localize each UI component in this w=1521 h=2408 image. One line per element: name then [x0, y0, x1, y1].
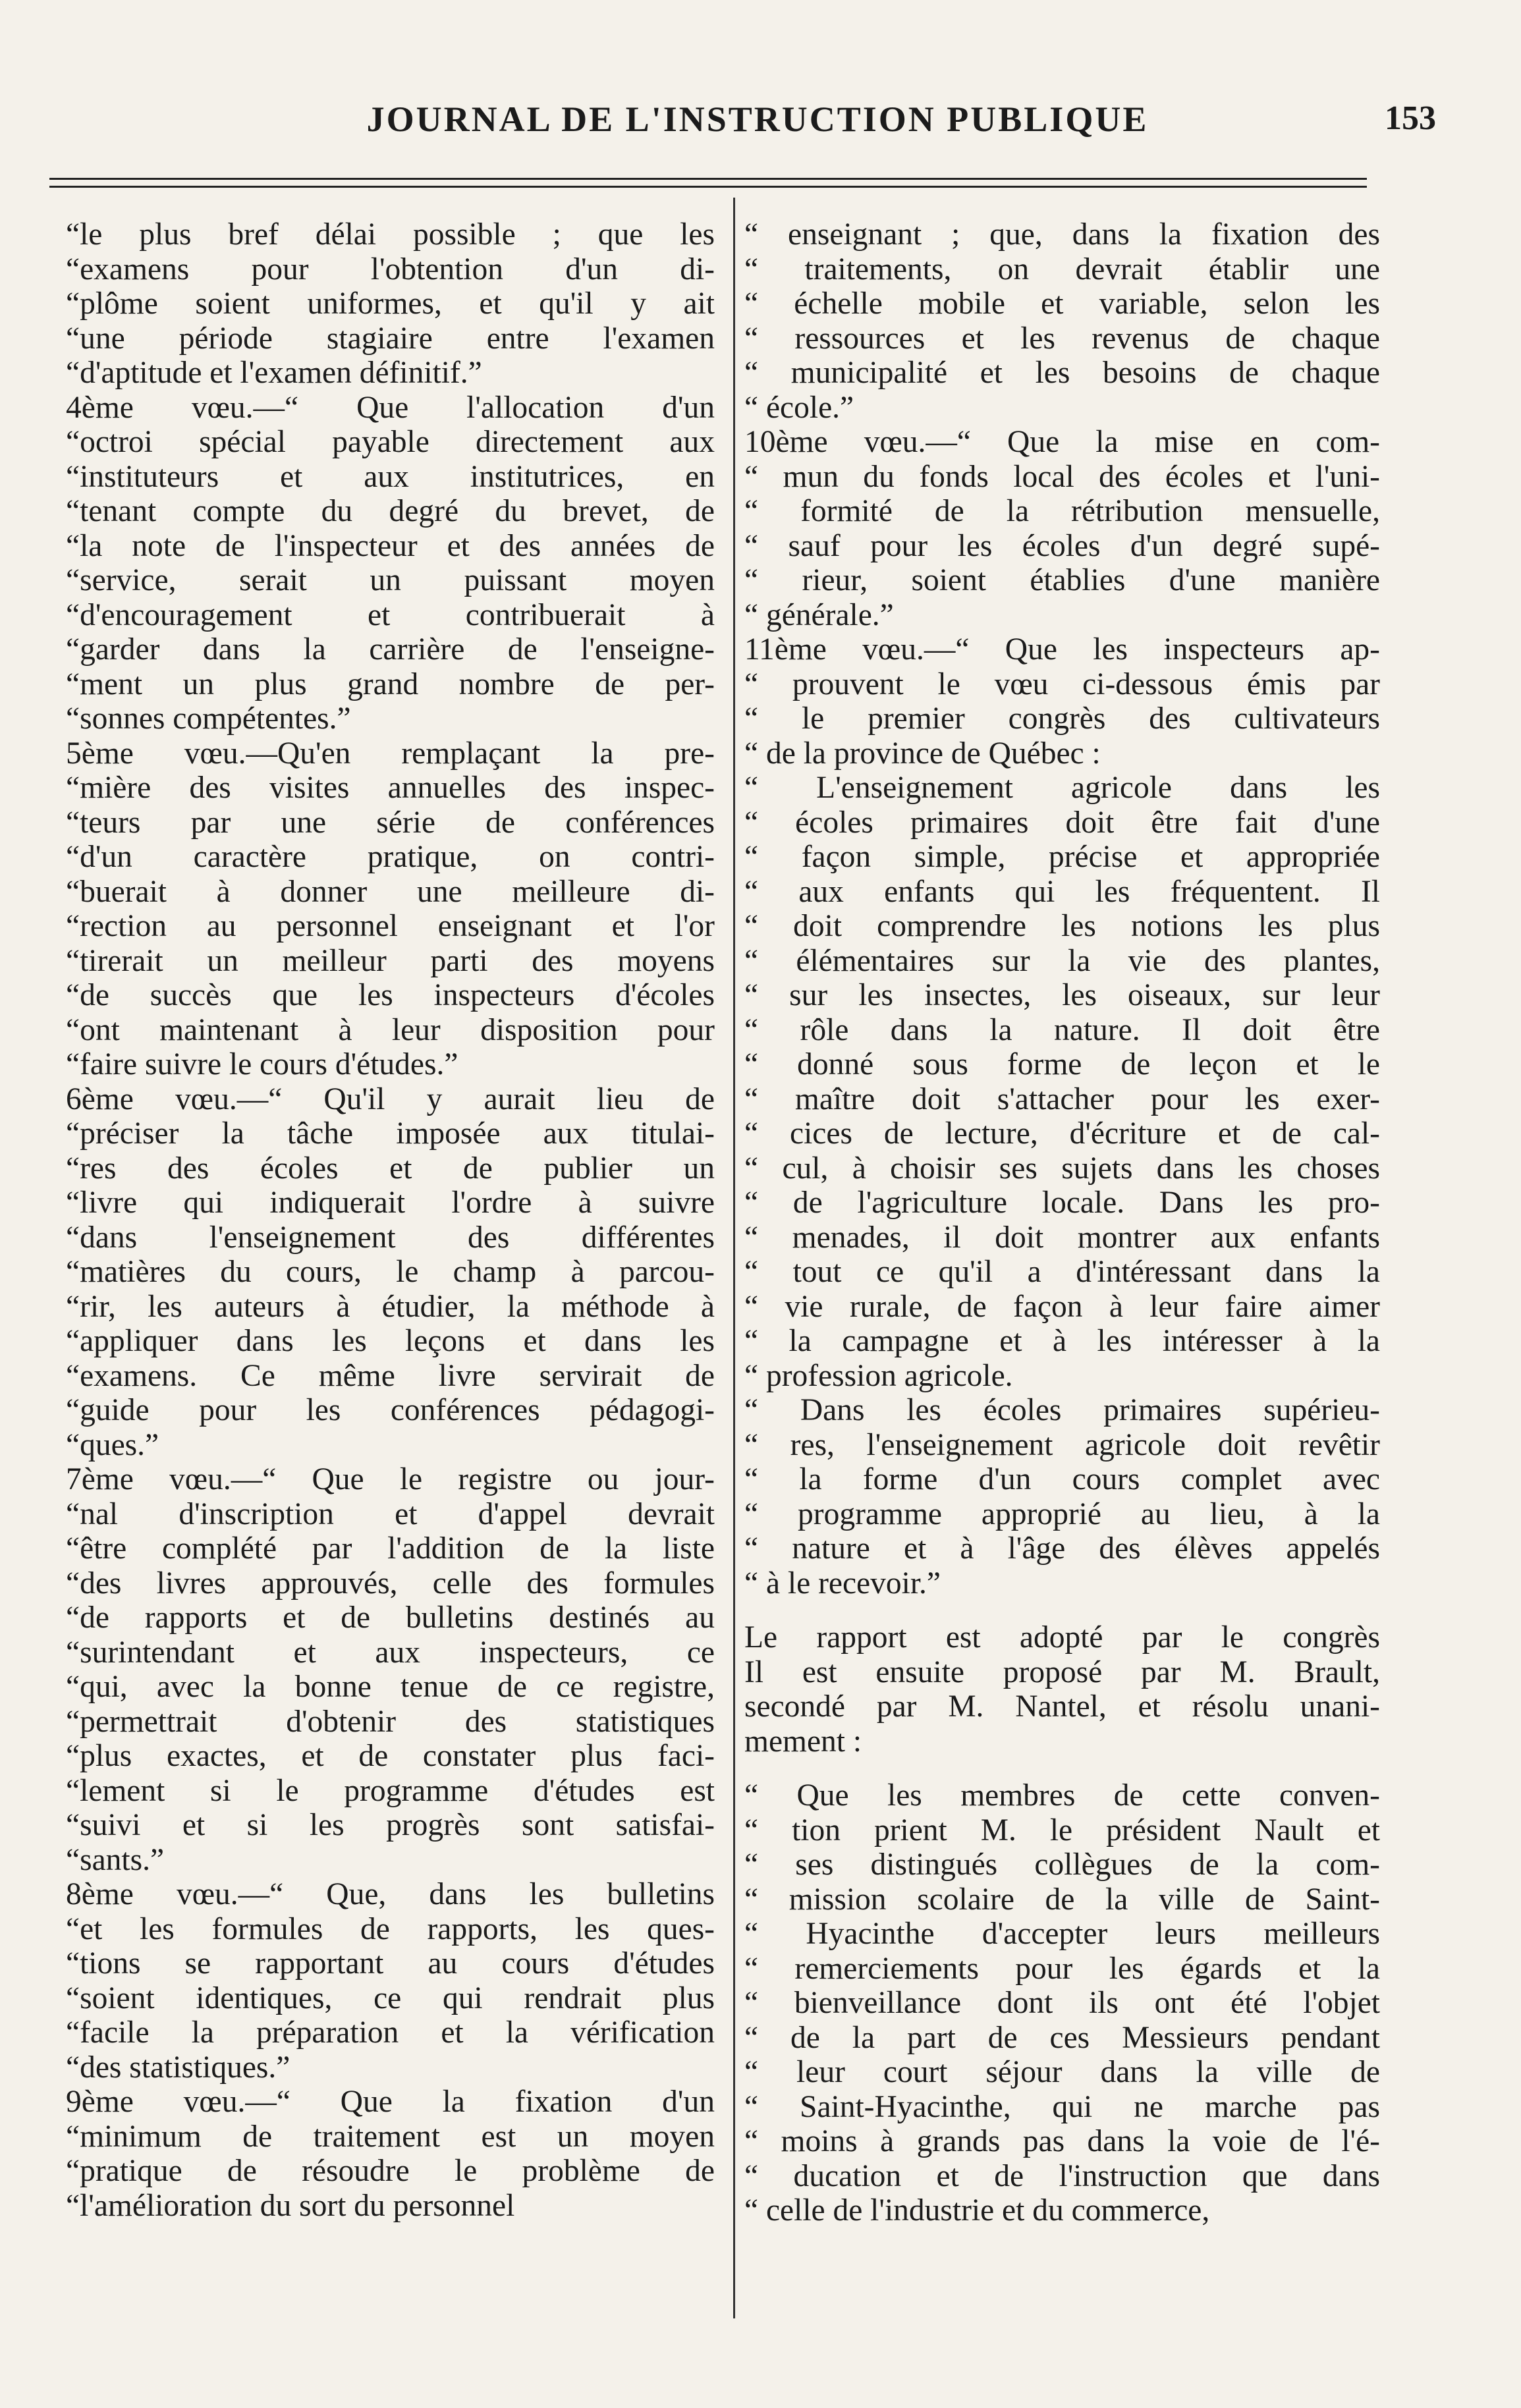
text-line: “ de la part de ces Messieurs pendant [744, 2020, 1380, 2055]
text-line: “ ducation et de l'instruction que dans [744, 2158, 1380, 2193]
text-line: “ sur les insectes, les oiseaux, sur leur [744, 978, 1380, 1012]
text-line: “ Que les membres de cette conven- [744, 1778, 1380, 1813]
text-line: “ nature et à l'âge des élèves appelés [744, 1531, 1380, 1566]
text-line: “livre qui indiquerait l'ordre à suivre [66, 1186, 715, 1220]
text-line: “octroi spécial payable directement aux [66, 425, 715, 459]
text-line: “ programme approprié au lieu, à la [744, 1496, 1380, 1531]
text-line: “ la forme d'un cours complet avec [744, 1462, 1380, 1496]
text-line: “tirerait un meilleur parti des moyens [66, 943, 715, 978]
text-line: “matières du cours, le champ à parcou- [66, 1255, 715, 1289]
text-line: “ menades, il doit montrer aux enfants [744, 1220, 1380, 1255]
text-line: “ la campagne et à les intéresser à la [744, 1324, 1380, 1358]
column-divider [733, 198, 735, 2318]
text-line: “permettrait d'obtenir des statistiques [66, 1704, 715, 1739]
paragraph-gap [744, 1601, 1380, 1620]
text-line: “ traitements, on devrait établir une [744, 252, 1380, 287]
text-line: “ rieur, soient établies d'une manière [744, 563, 1380, 597]
text-line: “ tion prient M. le président Nault et [744, 1813, 1380, 1847]
text-line: “la note de l'inspecteur et des années de [66, 528, 715, 563]
paragraph-gap [744, 1759, 1380, 1778]
text-line: “suivi et si les progrès sont satisfai- [66, 1808, 715, 1842]
text-line: “ remerciements pour les égards et la [744, 1951, 1380, 1986]
text-line: “sonnes compétentes.” [66, 701, 351, 736]
text-line: “plus exactes, et de constater plus faci- [66, 1739, 715, 1773]
text-line: “ment un plus grand nombre de per- [66, 667, 715, 701]
text-line: “ de la province de Québec : [744, 736, 1101, 771]
text-line: “ Hyacinthe d'accepter leurs meilleurs [744, 1917, 1380, 1951]
text-line: “le plus bref délai possible ; que les [66, 217, 715, 252]
text-line: “ ressources et les revenus de chaque [744, 321, 1380, 356]
page-header [40, 99, 1476, 158]
text-line: “ moins à grands pas dans la voie de l'é- [744, 2124, 1380, 2158]
text-line: 6ème vœu.—“ Qu'il y aurait lieu de [66, 1081, 715, 1116]
text-line: “d'un caractère pratique, on contri- [66, 840, 715, 874]
running-title: JOURNAL DE L'INSTRUCTION PUBLIQUE [366, 99, 1149, 139]
text-line: “teurs par une série de conférences [66, 805, 715, 840]
text-line: “service, serait un puissant moyen [66, 563, 715, 597]
text-line: “et les formules de rapports, les ques- [66, 1911, 715, 1946]
header-rule-bottom [49, 186, 1367, 188]
text-line: “examens. Ce même livre servirait de [66, 1358, 715, 1393]
text-line: “ vie rurale, de façon à leur faire aimer [744, 1289, 1380, 1324]
text-line: “qui, avec la bonne tenue de ce registre, [66, 1670, 715, 1704]
text-line: “pratique de résoudre le problème de [66, 2154, 715, 2188]
text-line: “ école.” [744, 390, 854, 425]
text-line: “ aux enfants qui les fréquentent. Il [744, 874, 1380, 909]
text-line: Il est ensuite proposé par M. Brault, [744, 1655, 1380, 1689]
text-line: “ municipalité et les besoins de chaque [744, 356, 1380, 390]
text-line: 8ème vœu.—“ Que, dans les bulletins [66, 1877, 715, 1911]
text-line: “ mission scolaire de la ville de Saint- [744, 1882, 1380, 1917]
text-line: “ enseignant ; que, dans la fixation des [744, 217, 1380, 252]
text-line: “ échelle mobile et variable, selon les [744, 287, 1380, 321]
text-line: “guide pour les conférences pédagogi- [66, 1393, 715, 1427]
text-line: 5ème vœu.—Qu'en remplaçant la pre- [66, 736, 715, 771]
text-line: “ maître doit s'attacher pour les exer- [744, 1081, 1380, 1116]
text-line: “des livres approuvés, celle des formules [66, 1566, 715, 1601]
text-line: “ cices de lecture, d'écriture et de cal- [744, 1116, 1380, 1151]
text-line: “appliquer dans les leçons et dans les [66, 1324, 715, 1358]
text-line: “ prouvent le vœu ci-dessous émis par [744, 667, 1380, 701]
text-line: “ élémentaires sur la vie des plantes, [744, 943, 1380, 978]
text-line: “ Dans les écoles primaires supérieu- [744, 1393, 1380, 1427]
header-rule-top [49, 178, 1367, 180]
text-line: 4ème vœu.—“ Que l'allocation d'un [66, 390, 715, 425]
left-column [66, 217, 715, 2223]
text-line: “mière des visites annuelles des inspec- [66, 771, 715, 805]
text-line: 9ème vœu.—“ Que la fixation d'un [66, 2085, 715, 2119]
text-line: “ donné sous forme de leçon et le [744, 1047, 1380, 1081]
text-line: “plôme soient uniformes, et qu'il y ait [66, 287, 715, 321]
text-line: “ res, l'enseignement agricole doit revêtir [744, 1427, 1380, 1462]
text-line: “d'encouragement et contribuerait à [66, 597, 715, 632]
text-line: “instituteurs et aux institutrices, en [66, 459, 715, 494]
text-line: “de rapports et de bulletins destinés au [66, 1601, 715, 1635]
text-line: “ de l'agriculture locale. Dans les pro- [744, 1186, 1380, 1220]
text-line: “ écoles primaires doit être fait d'une [744, 805, 1380, 840]
text-line: “être complété par l'addition de la liste [66, 1531, 715, 1566]
text-line: “ L'enseignement agricole dans les [744, 771, 1380, 805]
text-line: “faire suivre le cours d'études.” [66, 1047, 458, 1081]
text-line: “tenant compte du degré du brevet, de [66, 494, 715, 528]
page-number: 153 [1385, 99, 1436, 137]
text-line: “ profession agricole. [744, 1358, 1013, 1393]
text-line: Le rapport est adopté par le congrès [744, 1620, 1380, 1655]
text-line: “rection au personnel enseignant et l'or [66, 909, 715, 943]
text-line: “dans l'enseignement des différentes [66, 1220, 715, 1255]
text-line: “soient identiques, ce qui rendrait plus [66, 1981, 715, 2015]
text-line: mement : [744, 1724, 862, 1759]
text-line: “ Saint-Hyacinthe, qui ne marche pas [744, 2089, 1380, 2124]
text-line: “tions se rapportant au cours d'études [66, 1946, 715, 1981]
text-line: “l'amélioration du sort du personnel [66, 2188, 515, 2223]
text-line: “préciser la tâche imposée aux titulai- [66, 1116, 715, 1151]
text-line: “ mun du fonds local des écoles et l'uni- [744, 459, 1380, 494]
text-line: “ leur court séjour dans la ville de [744, 2055, 1380, 2089]
text-line: “ cul, à choisir ses sujets dans les choses [744, 1151, 1380, 1186]
text-line: “rir, les auteurs à étudier, la méthode à [66, 1289, 715, 1324]
text-line: “ ses distingués collègues de la com- [744, 1847, 1380, 1882]
right-column [744, 217, 1380, 2228]
text-line: “lement si le programme d'études est [66, 1773, 715, 1808]
text-line: “buerait à donner une meilleure di- [66, 874, 715, 909]
text-line: “ques.” [66, 1427, 159, 1462]
text-line: “ façon simple, précise et appropriée [744, 840, 1380, 874]
text-line: 7ème vœu.—“ Que le registre ou jour- [66, 1462, 715, 1496]
text-line: “facile la préparation et la vérification [66, 2015, 715, 2050]
text-line: “ tout ce qu'il a d'intéressant dans la [744, 1255, 1380, 1289]
text-line: “minimum de traitement est un moyen [66, 2119, 715, 2154]
text-line: “garder dans la carrière de l'enseigne- [66, 632, 715, 667]
text-line: “de succès que les inspecteurs d'écoles [66, 978, 715, 1012]
text-line: “sants.” [66, 1842, 165, 1877]
text-line: “ à le recevoir.” [744, 1566, 941, 1601]
text-line: “ sauf pour les écoles d'un degré supé- [744, 528, 1380, 563]
text-line: “ont maintenant à leur disposition pour [66, 1012, 715, 1047]
text-line: “une période stagiaire entre l'examen [66, 321, 715, 356]
text-line: 11ème vœu.—“ Que les inspecteurs ap- [744, 632, 1380, 667]
text-line: 10ème vœu.—“ Que la mise en com- [744, 425, 1380, 459]
text-line: “d'aptitude et l'examen définitif.” [66, 356, 482, 390]
text-line: “surintendant et aux inspecteurs, ce [66, 1635, 715, 1670]
text-line: “ celle de l'industrie et du commerce, [744, 2193, 1210, 2228]
text-line: “ formité de la rétribution mensuelle, [744, 494, 1380, 528]
text-line: “des statistiques.” [66, 2050, 290, 2085]
text-line: “ le premier congrès des cultivateurs [744, 701, 1380, 736]
text-line: “ doit comprendre les notions les plus [744, 909, 1380, 943]
text-line: “ bienveillance dont ils ont été l'objet [744, 1986, 1380, 2020]
text-line: “nal d'inscription et d'appel devrait [66, 1496, 715, 1531]
text-line: “ rôle dans la nature. Il doit être [744, 1012, 1380, 1047]
text-line: “ générale.” [744, 597, 894, 632]
text-line: secondé par M. Nantel, et résolu unani- [744, 1689, 1380, 1724]
text-line: “res des écoles et de publier un [66, 1151, 715, 1186]
text-line: “examens pour l'obtention d'un di- [66, 252, 715, 287]
